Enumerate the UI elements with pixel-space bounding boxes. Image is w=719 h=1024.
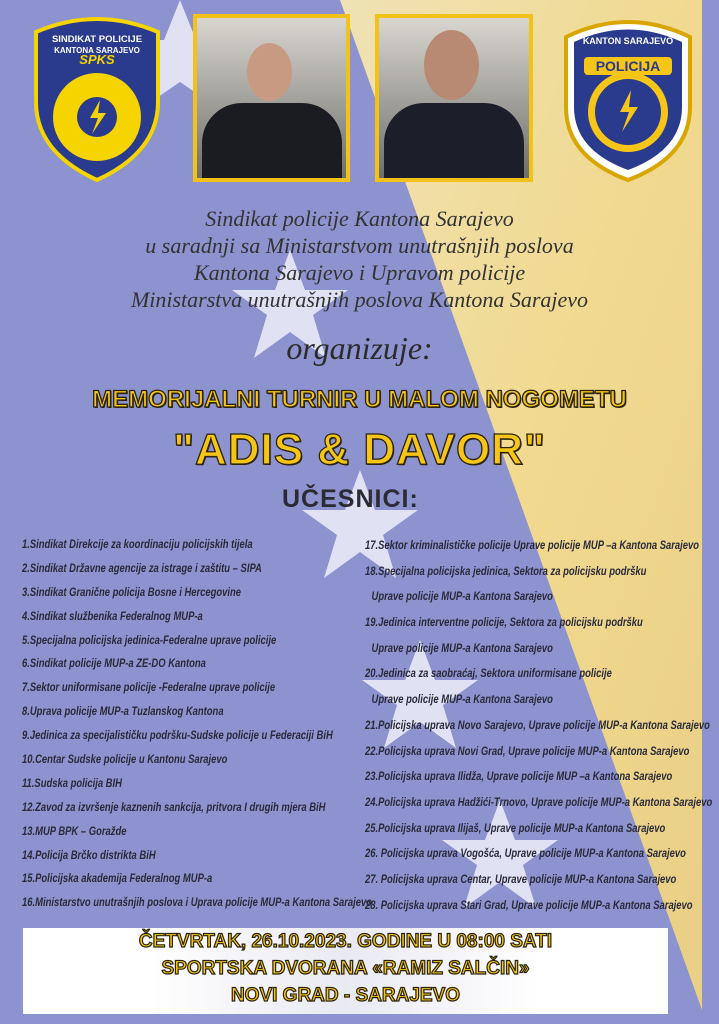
svg-text:KANTONA SARAJEVO: KANTONA SARAJEVO: [54, 46, 140, 55]
participant-item: 5.Specijalna policijska jedinica-Federalne uprave policije: [22, 634, 277, 647]
participant-item: Uprave policije MUP-a Kantona Sarajevo: [371, 591, 553, 604]
participant-item: 27. Policijska uprava Centar, Uprave policije MUP-a Kantona Sarajevo: [365, 873, 677, 886]
participant-item: 28. Policijska uprava Stari Grad, Uprave policije MUP-a Kantona Sarajevo: [365, 899, 693, 912]
participant-item: 10.Centar Sudske policije u Kantonu Sarajevo: [22, 754, 228, 767]
participant-item: 23.Policijska uprava Ilidža, Uprave policije MUP –a Kantona Sarajevo: [365, 771, 673, 784]
photo-davor: [375, 14, 533, 182]
participant-item: 8.Uprava policije MUP-a Tuzlanskog Kantona: [22, 706, 224, 719]
intro-line: Kantona Sarajevo i Upravom policije: [193, 260, 526, 285]
event-venue: SPORTSKA DVORANA «RAMIZ SALČIN»: [161, 958, 530, 979]
participant-item: 26. Policijska uprava Vogošća, Uprave policije MUP-a Kantona Sarajevo: [365, 848, 686, 861]
participant-item: 17.Sektor kriminalističke policije Uprave policije MUP –a Kantona Sarajevo: [365, 540, 700, 552]
event-details-box: [23, 928, 668, 1014]
participants-list-left: [22, 534, 372, 916]
event-title: MEMORIJALNI TURNIR U MALOM NOGOMETU: [92, 386, 627, 413]
participant-item: 18.Specijalna policijska jedinica, Sektora za policijsku podršku: [365, 565, 647, 578]
participant-item: 7.Sektor uniformisane policije -Federalne uprave policije: [22, 682, 276, 695]
participant-item: 21.Policijska uprava Novo Sarajevo, Uprave policije MUP-a Kantona Sarajevo: [365, 719, 710, 732]
photo-adis: [193, 14, 350, 182]
participant-item: 16.Ministarstvo unutrašnjih poslova i Uprava policije MUP-a Kantona Sarajevo: [22, 897, 373, 910]
participant-item: 11.Sudska policija BIH: [22, 777, 122, 790]
svg-text:POLICIJA: POLICIJA: [595, 58, 661, 74]
event-name: "ADIS & DAVOR": [173, 425, 546, 474]
participant-item: 3.Sindikat Granične policija Bosne i Hercegovine: [22, 586, 242, 599]
participant-item: 15.Policijska akademija Federalnog MUP-a: [22, 873, 213, 886]
participant-item: 24.Policijska uprava Hadžići-Trnovo, Uprave policije MUP-a Kantona Sarajevo: [365, 796, 713, 809]
event-date: ČETVRTAK, 26.10.2023. GODINE U 08:00 SATI: [138, 931, 553, 952]
intro-line: Ministarstva unutrašnjih poslova Kantona Sarajevo: [130, 287, 589, 312]
participant-item: 13.MUP BPK – Goražde: [22, 825, 127, 838]
event-location: NOVI GRAD - SARAJEVO: [230, 985, 461, 1006]
participant-item: Uprave policije MUP-a Kantona Sarajevo: [371, 642, 553, 655]
participant-item: 2.Sindikat Državne agencije za istrage i zaštitu – SIPA: [22, 562, 262, 575]
participant-item: 20.Jedinica za saobraćaj, Sektora uniformisane policije: [365, 668, 612, 681]
participant-item: 6.Sindikat policije MUP-a ZE-DO Kantona: [22, 658, 206, 671]
svg-text:SPKS: SPKS: [79, 52, 115, 67]
svg-text:SINDIKAT POLICIJE: SINDIKAT POLICIJE: [51, 34, 143, 45]
policija-ks-logo: [558, 12, 698, 182]
participant-item: 19.Jedinica interventne policije, Sektora za policijsku podršku: [365, 617, 643, 630]
participants-heading: UČESNICI:: [282, 485, 419, 513]
svg-text:KANTON SARAJEVO: KANTON SARAJEVO: [582, 36, 674, 46]
participant-item: Uprave policije MUP-a Kantona Sarajevo: [371, 694, 553, 707]
participant-item: 1.Sindikat Direkcije za koordinaciju policijskih tijela: [22, 539, 253, 551]
participant-item: 4.Sindikat službenika Federalnog MUP-a: [22, 610, 203, 623]
participants-list-right: [365, 534, 712, 919]
participant-item: 14.Policija Brčko distrikta BiH: [22, 849, 156, 862]
organizes-text: organizuje:: [286, 330, 433, 366]
participant-item: 12.Zavod za izvršenje kaznenih sankcija, pritvora I drugih mjera BiH: [22, 801, 326, 814]
intro-text: [0, 205, 719, 313]
spks-logo: [26, 12, 168, 184]
participant-item: 9.Jedinica za specijalističku podršku-Sudske policije u Federaciji BiH: [22, 730, 333, 743]
intro-line: u saradnji sa Ministarstvom unutrašnjih poslova: [145, 233, 574, 258]
participant-item: 25.Policijska uprava Ilijaš, Uprave policije MUP-a Kantona Sarajevo: [365, 822, 666, 835]
intro-line: Sindikat policije Kantona Sarajevo: [205, 206, 514, 231]
participant-item: 22.Policijska uprava Novi Grad, Uprave policije MUP-a Kantona Sarajevo: [365, 745, 690, 758]
